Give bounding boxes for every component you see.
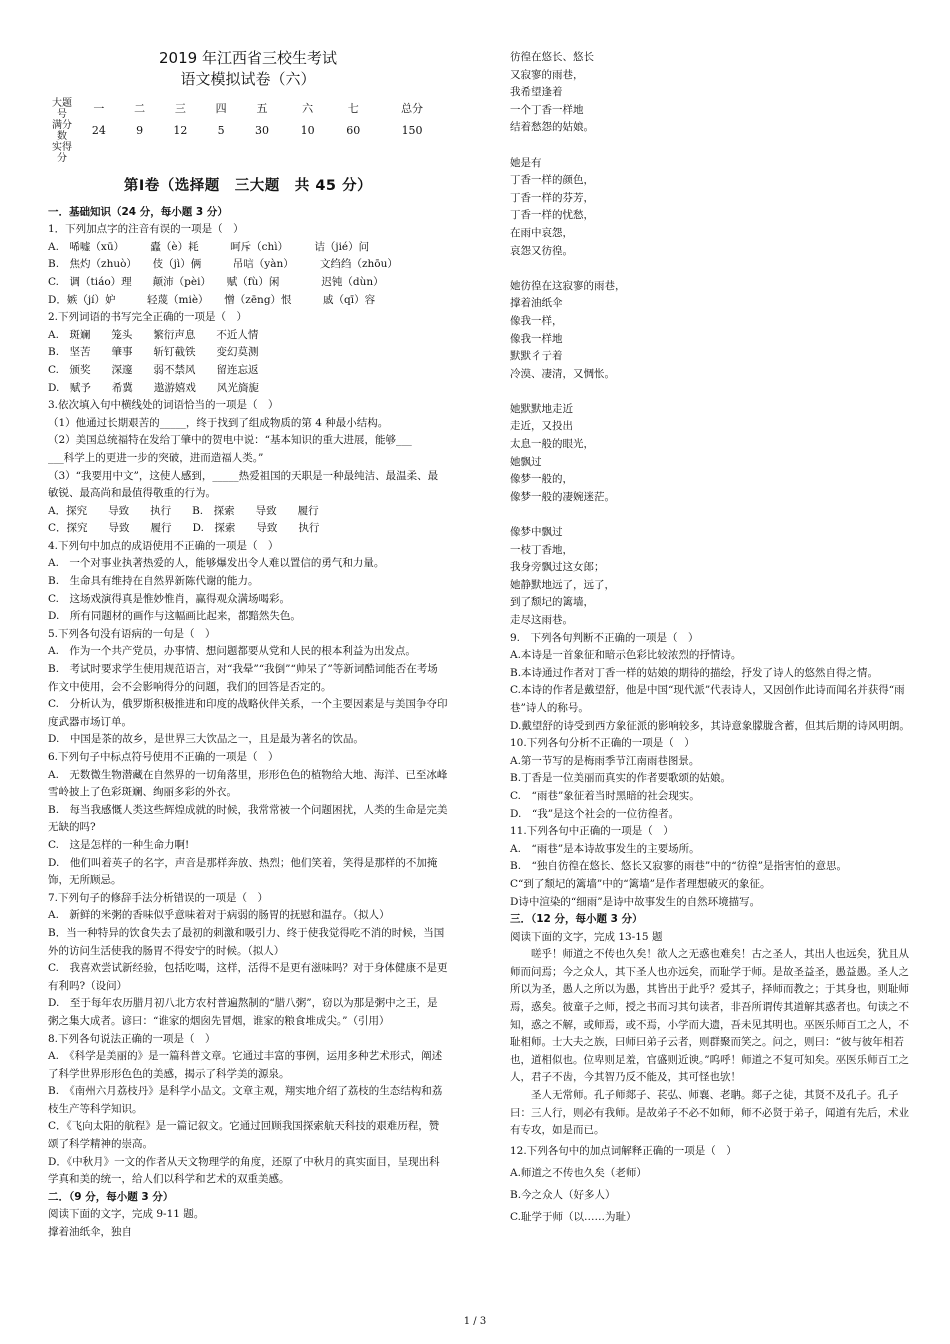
text-line: 撑着油纸伞，独自 <box>48 1226 132 1239</box>
text-line: A.本诗是一首象征和暗示色彩比较浓烈的抒情诗。 <box>510 649 742 662</box>
score-col: 一 <box>93 102 105 116</box>
text-line: 嗟乎！师道之不传也久矣！欲人之无惑也难矣！古之圣人，其出人也远矣，犹且从师而问焉；今之众人，其下圣人也亦远矣，而耻学于师。是故圣益圣，愚益愚。圣人之所以为圣，愚人之所以为愚，其皆出于此乎？爱其子，择师而教之；于其身也，则耻师焉，惑矣。彼童子之师，授之书而习其句读者，非吾所谓传其道解其惑者也。句读之不知，惑之不解，或师焉，或不焉，小学而大遗，吾未见其明也。巫医乐师百工之人，不耻相师。士大夫之族，曰师曰弟子云者，则群聚而笑之。问之，则曰：“彼与彼年相若也，道相似也。位卑则足羞，官盛则近谀。”呜呼！师道之不复可知矣。巫医乐师百工之人，君子不齿，今其智乃反不能及，其可怪也欤！ <box>510 948 910 1084</box>
text-line: 像梦一般的凄婉迷茫。 <box>510 490 615 503</box>
actual-score-cell <box>122 142 158 164</box>
text-line: D. 赋予 希冀 遨游嬉戏 风光旖旎 <box>48 381 259 394</box>
score-row-label: 大题号 <box>52 98 72 120</box>
text-line: 她是有 <box>510 156 542 169</box>
text-line: 1．下列加点字的注音有误的一项是（ ） <box>48 223 244 236</box>
text-line: B. 焦灼（zhuò） 伎（jì）俩 吊唁（yàn） 文绉绉（zhōu） <box>48 258 398 271</box>
text-line: （1）他通过长期艰苦的_____，终于找到了组成物质的第 4 种最小结构。 <box>48 416 389 429</box>
actual-score-cell <box>239 142 285 164</box>
full-mark: 150 <box>401 124 423 138</box>
text-line: 像我一样地 <box>510 332 563 345</box>
full-mark: 24 <box>91 124 106 138</box>
text-line: C. 我喜欢尝试新经验，包括吃喝，这样，活得不是更有滋味吗？对于身体健康不是更有利吗?（设问） <box>48 962 448 992</box>
score-table-header-row <box>48 98 448 120</box>
score-col: 七 <box>347 102 359 116</box>
text-line: C.本诗的作者是戴望舒，他是中国“现代派”代表诗人，又因创作此诗而闻名并获得“雨巷”诗人的称号。 <box>510 684 905 714</box>
text-line: C. 这是怎样的一种生命力啊! <box>48 838 190 851</box>
text-line: B. “独自彷徨在悠长、悠长又寂寥的雨巷”中的“彷徨”是指害怕的意思。 <box>510 860 848 873</box>
text-line: A．探究 导致 执行 B. 探索 导致 履行 <box>48 504 319 517</box>
volume-title: 第Ⅰ卷（选择题 三大题 共 45 分） <box>123 178 373 194</box>
actual-score-cell <box>330 142 376 164</box>
text-line: 2.下列词语的书写完全正确的一项是（ ） <box>48 311 248 324</box>
text-line: B．当一种特异的饮食失去了最初的刺激和吸引力、终于使我觉得吃不消的时候，当国外的访问生活使我的肠胃不得安宁的时候。（拟人） <box>48 926 445 957</box>
text-line: 圣人无常师。孔子师郯子、苌弘、师襄、老聃。郯子之徒，其贤不及孔子。孔子曰：三人行，则必有我师。是故弟子不必不如师，师不必贤于弟子，闻道有先后，术业有专攻，如是而已。 <box>510 1089 909 1137</box>
text-line: C. 颁奖 深邃 弱不禁风 留连忘返 <box>48 363 259 376</box>
actual-score-cell <box>376 142 448 164</box>
score-col: 四 <box>215 102 227 116</box>
text-line: C. 分析认为，俄罗斯积极推进和印度的战略伙伴关系，一个主要因素是与美国争夺印度武器市场订单。 <box>48 698 448 728</box>
text-line: 默默彳亍着 <box>510 350 563 363</box>
text-line: C. 调（tiáo）理 颠沛（pèi） 赋（fù）闲 迟钝（dùn） <box>48 275 384 288</box>
text-line: A. 无数微生物潜藏在自然界的一切角落里，形形色色的植物给大地、海洋、已至冰峰雪岭披上了色彩斑斓、绚丽多彩的外衣。 <box>48 768 448 799</box>
text-line: 7.下列句子的修辞手法分析错误的一项是（ ） <box>48 891 269 904</box>
text-line: 她彷徨在这寂寥的雨巷， <box>510 279 626 292</box>
text-line: C“到了颓圮的篱墙”中的“篱墙”是作者理想破灭的象征。 <box>510 877 771 890</box>
text-line: 我希望逢着 <box>510 86 563 99</box>
text-line: C.耻学于师（以……为耻） <box>510 1210 637 1223</box>
text-line: 冷漠、凄清，又惆怅。 <box>510 367 615 380</box>
text-line: A. 斑斓 笼头 繁衍声息 不近人情 <box>48 328 259 341</box>
stanza-gap <box>510 260 910 278</box>
text-line: B. 生命具有维持在自然界新陈代谢的能力。 <box>48 575 259 588</box>
full-mark: 9 <box>136 124 144 138</box>
text-line: B. 考试时要求学生使用规范语言，对“我晕”“我倒”“帅呆了”等新词酷词能否在考场作文中使用，会不会影响得分的问题，我们的回答是否定的。 <box>48 663 438 693</box>
text-line: 一．基础知识（24 分，每小题 3 分） <box>48 205 228 218</box>
score-col: 六 <box>302 102 314 116</box>
exam-title-line1: 2019 年江西省三校生考试 <box>159 49 337 67</box>
text-line: 丁香一样的颜色， <box>510 174 594 187</box>
text-line: D. 至于每年农历腊月初八北方农村普遍熬制的“腊八粥”，窃以为那是粥中之王，是粥之集大成者。谚曰：“谁家的烟囱先冒烟，谁家的粮食堆成尖。”（引用） <box>48 997 438 1027</box>
text-line: D.戴望舒的诗受到西方象征派的影响较多，其诗意象朦胧含蓄，但其后期的诗风明朗。 <box>510 719 910 732</box>
text-line: C．探究 导致 履行 D. 探索 导致 执行 <box>48 522 320 535</box>
text-line: 9. 下列各句判断不正确的一项是（ ） <box>510 631 699 644</box>
text-line: 三．（12 分，每小题 3 分） <box>510 913 643 926</box>
exam-title-line2: 语文模拟试卷（六） <box>180 70 316 88</box>
text-line: 哀怨又彷徨。 <box>510 244 573 257</box>
text-line: A. 唏嘘（xū） 蠹（è）耗 呵斥（chì） 诘（jié）问 <box>48 240 370 253</box>
text-line: D. 所有同题材的画作与这幅画比起来，都黯然失色。 <box>48 610 301 623</box>
text-line: 又寂寥的雨巷， <box>510 68 584 81</box>
text-line: （3）“我要用中文”，这使人感到，_____热爱祖国的天职是一种最纯洁、最温柔、最敏锐、最高尚和最值得敬重的行为。 <box>48 469 439 500</box>
text-line: 一枝丁香地， <box>510 543 573 556</box>
actual-score-cell <box>203 142 239 164</box>
text-line: A. 《科学是美丽的》是一篇科普文章。它通过丰富的事例，运用多种艺术形式，阐述了科学世界形形色色的美感，揭示了科学美的源泉。 <box>48 1050 443 1080</box>
text-line: D. “我”是这个社会的一位彷徨者。 <box>510 807 680 820</box>
score-col: 五 <box>256 102 268 116</box>
text-line: C. 这场戏演得真是惟妙惟肖，赢得观众满场喝彩。 <box>48 592 290 605</box>
text-line: 阅读下面的文字，完成 13-15 题 <box>510 930 663 943</box>
text-line: 6.下列句子中标点符号使用不正确的一项是（ ） <box>48 751 279 763</box>
text-line: 像梦中飘过 <box>510 526 563 539</box>
right-text-block <box>510 49 910 1228</box>
score-table <box>48 98 448 164</box>
left-text-block <box>48 204 448 1242</box>
full-mark: 30 <box>254 124 269 138</box>
text-line: 3.依次填入句中横线处的词语恰当的一项是（ ） <box>48 399 279 412</box>
text-line: B. 每当我感慨人类这些辉煌成就的时候，我常常被一个问题困扰，人类的生命是完美无缺的吗? <box>48 803 448 834</box>
text-line: 4.下列句中加点的成语使用不正确的一项是（ ） <box>48 539 279 552</box>
stanza-gap <box>510 383 910 401</box>
stanza-gap <box>510 506 910 524</box>
text-line: 她飘过 <box>510 455 542 468</box>
text-line: 我身旁飘过这女郎； <box>510 561 605 574</box>
full-mark: 12 <box>173 124 188 138</box>
text-line: 太息一般的眼光， <box>510 438 594 451</box>
left-column <box>48 48 448 1242</box>
score-col: 二 <box>134 102 146 116</box>
text-line: ___科学上的更进一步的突破，进而造福人类。” <box>48 451 264 464</box>
text-line: B. 坚苦 肇事 斩钉截铁 变幻莫测 <box>48 346 259 359</box>
text-line: D诗中渲染的“细雨”是诗中故事发生的自然环境描写。 <box>510 895 761 908</box>
text-line: B. 《南州六月荔枝丹》是科学小品文。文章主观，翔实地介绍了荔枝的生态结构和荔枝生产等科学知识。 <box>48 1085 443 1115</box>
text-line: D．《中秋月》一文的作者从天文物理学的角度，还原了中秋月的真实面目，呈现出科学真和美的统一，给人们以科学和艺术的双重美感。 <box>48 1155 440 1186</box>
score-row-label: 满分数 <box>52 120 72 142</box>
text-line: B.本诗通过作者对丁香一样的姑娘的期待的描绘，抒发了诗人的悠然自得之情。 <box>510 666 879 679</box>
text-line: 8.下列各句说法正确的一项是（ ） <box>48 1032 216 1045</box>
score-col: 总分 <box>401 102 424 116</box>
text-line: 丁香一样的芬芳， <box>510 191 594 204</box>
score-table-actual-row <box>48 142 448 164</box>
text-line: B.今之众人（好多人） <box>510 1188 616 1201</box>
text-line: 12.下列各句中的加点词解释正确的一项是（ ） <box>510 1144 737 1157</box>
text-line: 在雨中哀怨， <box>510 226 573 239</box>
text-line: C. “雨巷”象征着当时黑暗的社会现实。 <box>510 789 700 802</box>
actual-score-cell <box>76 142 122 164</box>
text-line: A. 一个对事业执著热爱的人，能够爆发出令人难以置信的勇气和力量。 <box>48 557 385 570</box>
text-line: 一个丁香一样地 <box>510 103 584 116</box>
text-line: 像梦一般的， <box>510 473 573 486</box>
actual-score-cell <box>158 142 204 164</box>
score-row-label: 实得分 <box>52 142 72 164</box>
score-col: 三 <box>174 102 186 116</box>
text-line: （2）美国总统福特在发给丁肇中的贺电中说：“基本知识的重大进展，能够___ <box>48 434 412 447</box>
text-line: A. 作为一个共产党员，办事情、想问题都要从党和人民的根本利益为出发点。 <box>48 645 416 658</box>
text-line: 结着愁怨的姑娘。 <box>510 121 594 134</box>
actual-score-cell <box>285 142 331 164</box>
text-line: 她默默地走近 <box>510 402 573 415</box>
stanza-gap <box>510 137 910 155</box>
text-line: 走近，又投出 <box>510 420 573 433</box>
text-line: D．嫉（jí）妒 轻蔑（miè） 憎（zēng）恨 戚（qī）容 <box>48 293 376 306</box>
text-line: 二．（9 分，每小题 3 分） <box>48 1190 174 1203</box>
text-line: 撑着油纸伞 <box>510 297 563 310</box>
text-line: 像我一样， <box>510 314 563 327</box>
text-line: 丁香一样的忧愁， <box>510 209 594 222</box>
text-line: 11.下列各句中正确的一项是（ ） <box>510 825 674 838</box>
page-number: 1 / 3 <box>463 1316 487 1327</box>
text-line: 她静默地远了，远了， <box>510 578 615 591</box>
text-line: 到了颓圮的篱墙， <box>510 596 594 609</box>
text-line: 走尽这雨巷。 <box>510 614 573 626</box>
text-line: A. 新鲜的米粥的香味似乎意味着对于病弱的肠胃的抚慰和温存。（拟人） <box>48 909 390 922</box>
text-line: B.丁香是一位美丽而真实的作者要歌颂的姑娘。 <box>510 772 732 785</box>
score-table-full-row <box>48 120 448 142</box>
text-line: A.师道之不传也久矣（老师） <box>510 1166 647 1179</box>
text-line: D. 中国是茶的故乡，是世界三大饮品之一，且是最为著名的饮品。 <box>48 733 364 746</box>
text-line: 阅读下面的文字，完成 9-11 题。 <box>48 1208 205 1221</box>
text-line: A. “雨巷”是本诗故事发生的主要场所。 <box>510 842 700 855</box>
right-column <box>510 49 910 1228</box>
full-mark: 5 <box>217 124 225 138</box>
text-line: 10.下列各句分析不正确的一项是（ ） <box>510 737 695 750</box>
text-line: D. 他们叫着英子的名字，声音是那样奔放、热烈；他们笑着，笑得是那样的不加掩饰，无所顾忌。 <box>48 856 438 887</box>
full-mark: 10 <box>300 124 315 138</box>
text-line: A.第一节写的是梅雨季节江南雨巷图景。 <box>510 754 700 767</box>
full-mark: 60 <box>346 124 361 138</box>
text-line: C．《飞向太阳的航程》是一篇记叙文。它通过回顾我国探索航天科技的艰难历程，赞颂了科学精神的崇高。 <box>48 1120 440 1151</box>
text-line: 5.下列各句没有语病的一句是（ ） <box>48 627 216 640</box>
text-line: 彷徨在悠长、悠长 <box>510 51 594 63</box>
